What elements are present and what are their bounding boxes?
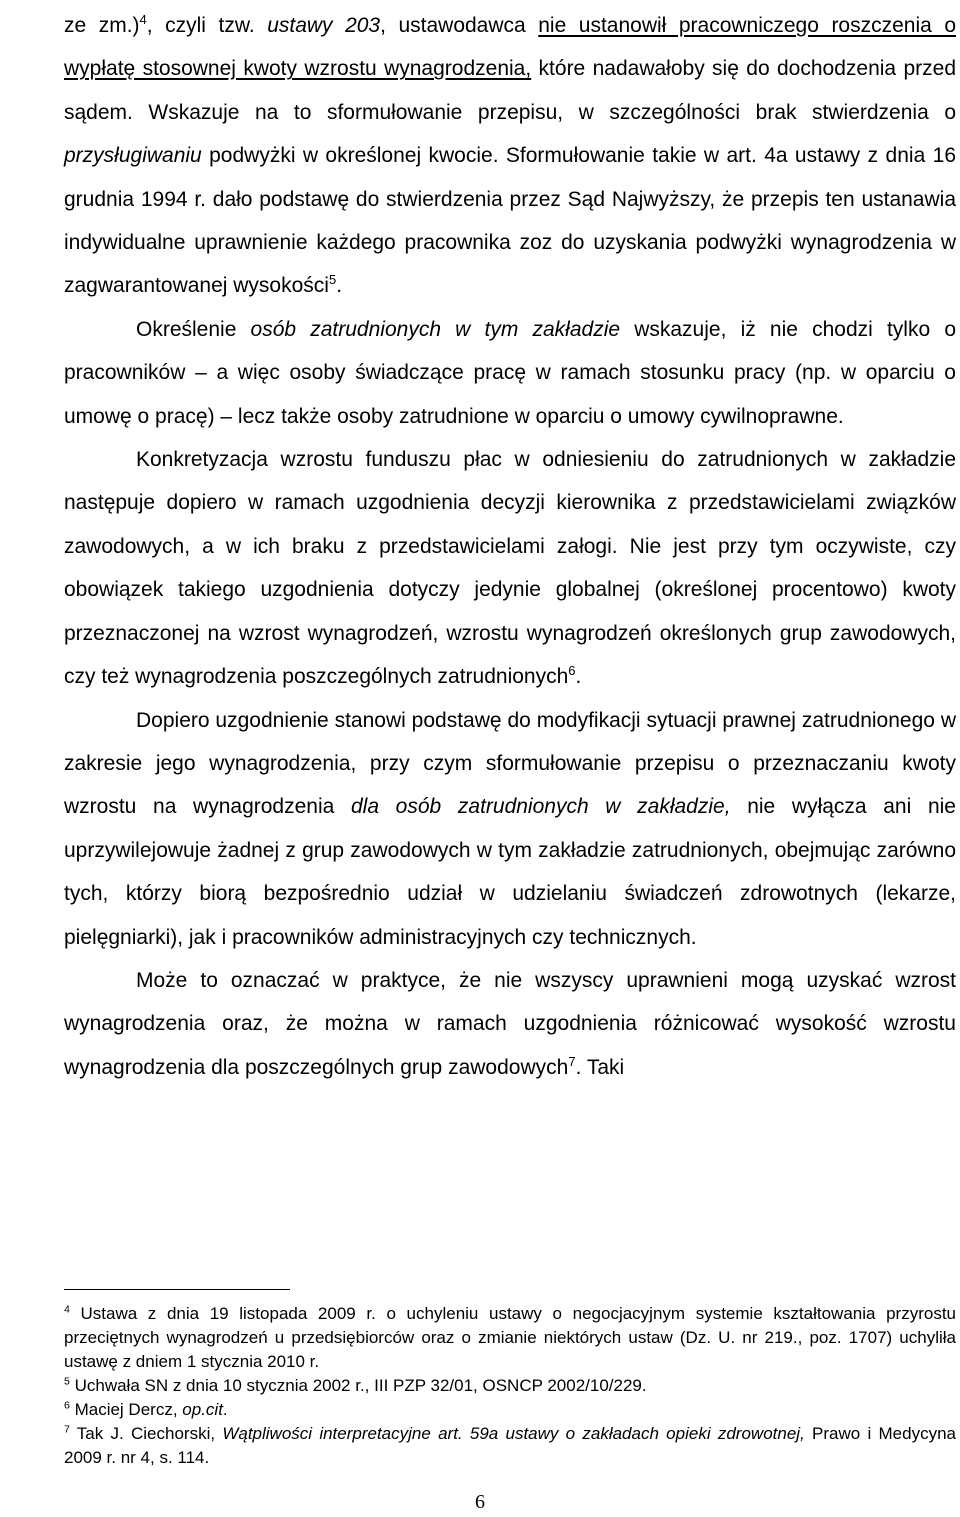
footnote-marker: 4 <box>64 1303 70 1316</box>
footnotes <box>64 1302 956 1470</box>
paragraph-3: Konkretyzacja wzrostu funduszu płac w odniesieniu do zatrudnionych w zakładzie następuje dopiero w ramach uzgodnienia decyzji kierownika z przedstawicielami związków zawodowych, a w ich braku z przedstawicielami załogi. Nie jest przy tym oczywiste, czy obowiązek takiego uzgodnienia dotyczy jedynie globalnej (określonej procentowo) kwoty przeznaczonej na wzrost wynagrodzeń, wzrostu wynagrodzeń określonych grup zawodowych, czy też wynagrodzenia poszczególnych zatrudnionych$^6$. <box>64 448 956 689</box>
italic-text: przysługiwaniu <box>64 144 202 168</box>
italic-text: op.cit <box>182 1400 223 1419</box>
footnote-marker: 6 <box>568 663 576 679</box>
footnote-5: $^5$ Uchwała SN z dnia 10 stycznia 2002 r., III PZP 32/01, OSNCP 2002/10/229. <box>64 1375 647 1395</box>
footnote-marker: 7 <box>568 1053 576 1069</box>
footnote-marker: 7 <box>64 1423 70 1436</box>
page-number: 6 <box>475 1491 485 1513</box>
italic-text: dla osób zatrudnionych w zakładzie, <box>350 795 731 819</box>
footnote-marker: 5 <box>64 1375 70 1388</box>
italic-text: Wątpliwości interpretacyjne art. 59a ustawy o zakładach opieki zdrowotnej, <box>222 1424 805 1443</box>
paragraph-2: Określenie osób zatrudnionych w tym zakładzie wskazuje, iż nie chodzi tylko o pracowników – a więc osoby świadczące pracę w ramach stosunku pracy (np. w oparciu o umowę o pracę) – lecz także osoby zatrudnione w oparciu o umowy cywilnoprawne. <box>64 317 956 428</box>
footnote-marker: 5 <box>328 272 337 288</box>
footnote-6: $^6$ Maciej Dercz, op.cit. <box>64 1399 228 1419</box>
underlined-text: nie ustanowił pracowniczego roszczenia o wypłatę stosownej kwoty wzrostu wynagrodzenia, <box>64 14 957 81</box>
paragraph-1: ze zm.)$^4$, czyli tzw. ustawy 203, ustawodawca nie ustanowił pracowniczego roszczenia o wypłatę stosownej kwoty wzrostu wynagrodzenia, które nadawałoby się do dochodzenia przed sądem. Wskazuje na to sformułowanie przepisu, w szczególności brak stwierdzenia o przysługiwaniu podwyżki w określonej kwocie. Sformułowanie takie w art. 4a ustawy z dnia 16 grudnia 1994 r. dało podstawę do stwierdzenia przez Sąd Najwyższy, że przepis ten ustanawia indywidualne uprawnienie każdego pracownika zoz do uzyskania podwyżki wynagrodzenia w zagwarantowanej wysokości$^5$. <box>64 12 957 298</box>
paragraph-5: Może to oznaczać w praktyce, że nie wszyscy uprawnieni mogą uzyskać wzrost wynagrodzenia oraz, że można w ramach uzgodnienia różnicować wysokość wzrostu wynagrodzenia dla poszczególnych grup zawodowych$^7$. Taki <box>64 968 956 1079</box>
italic-text: ustawy 203 <box>267 14 381 37</box>
footnote-4: $^4$ Ustawa z dnia 19 listopada 2009 r. o uchyleniu ustawy o negocjacyjnym systemie kształtowania przyrostu przeciętnych wynagrodzeń u przedsiębiorców oraz o zmianie niektórych ustaw (Dz. U. nr 219., poz. 1707) uchyliła ustawę z dniem 1 stycznia 2010 r. <box>64 1303 956 1371</box>
footnote-marker: 6 <box>64 1399 70 1412</box>
footnote-separator <box>64 1289 290 1290</box>
paragraph-4: Dopiero uzgodnienie stanowi podstawę do modyfikacji sytuacji prawnej zatrudnionego w zakresie jego wynagrodzenia, przy czym sformułowanie przepisu o przeznaczaniu kwoty wzrostu na wynagrodzenia dla osób zatrudnionych w zakładzie, nie wyłącza ani nie uprzywilejowuje żadnej z grup zawodowych w tym zakładzie zatrudnionych, obejmując zarówno tych, którzy biorą bezpośrednio udział w udzielaniu świadczeń zdrowotnych (lekarze, pielęgniarki), jak i pracowników administracyjnych czy technicznych. <box>64 708 956 949</box>
italic-text: osób zatrudnionych w tym zakładzie <box>250 317 621 341</box>
body-text <box>64 4 956 1089</box>
footnote-7: $^7$ Tak J. Ciechorski, Wątpliwości interpretacyjne art. 59a ustawy o zakładach opieki zdrowotnej, Prawo i Medycyna 2009 r. nr 4, s. 114. <box>64 1423 956 1467</box>
footnote-marker: 4 <box>139 12 147 27</box>
